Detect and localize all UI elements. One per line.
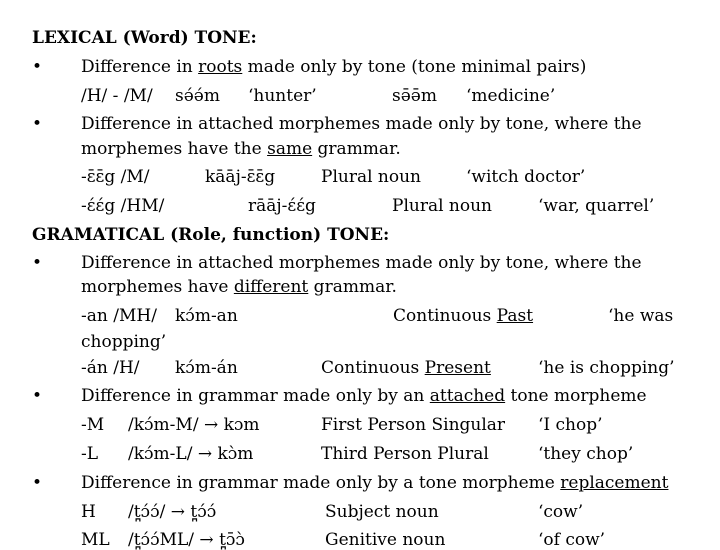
underlined-text: attached — [429, 386, 506, 406]
text: tone morpheme — [505, 386, 647, 406]
text: made only by tone (tone minimal pairs) — [242, 57, 587, 77]
example-form: rāāj-ɛ́ɛ́g — [248, 196, 316, 216]
grammatical-bullet-2 — [81, 386, 647, 406]
lexical-bullet-2-line-1: Difference in attached morphemes made only by tone, where the — [81, 114, 642, 134]
text: grammar. — [312, 139, 401, 159]
example-gloss: ‘he is chopping’ — [538, 358, 675, 378]
example-category — [321, 358, 491, 378]
underlined-text: replacement — [560, 473, 669, 493]
grammatical-bullet-1-line-2 — [81, 277, 397, 297]
example-gloss: ‘war, quarrel’ — [538, 196, 655, 216]
example-category: Plural noun — [321, 167, 422, 187]
example-gloss: ‘witch doctor’ — [466, 167, 586, 187]
text: Continuous — [321, 358, 425, 378]
text: grammar. — [308, 277, 397, 297]
example-category: Genitive noun — [325, 530, 446, 550]
bullet: • — [32, 57, 43, 77]
example-morpheme: ML — [81, 530, 110, 550]
text: Difference in grammar made only by a tone morpheme — [81, 473, 561, 493]
example-derivation: /kɔ́m-M/ → kɔm — [128, 415, 260, 435]
bullet: • — [32, 253, 43, 273]
example-suffix: -an /MH/ — [81, 306, 157, 326]
underlined-text: Past — [496, 306, 534, 326]
example-derivation: /t̪ɔ́ɔ́/ → t̪ɔ́ɔ́ — [128, 502, 217, 522]
example-gloss: ‘hunter’ — [248, 86, 317, 106]
example-form: kɔ́m-án — [175, 358, 238, 378]
grammatical-heading: GRAMATICAL (Role, function) TONE: — [32, 225, 390, 245]
grammatical-bullet-1-line-1: Difference in attached morphemes made only by tone, where the — [81, 253, 642, 273]
text: Difference in grammar made only by an — [81, 386, 430, 406]
underlined-text: Present — [424, 358, 491, 378]
example-suffix: -ɛ̄ɛ̄g /M/ — [81, 167, 150, 187]
example-derivation: /kɔ́m-L/ → kɔ̀m — [128, 444, 254, 464]
underlined-text: same — [267, 139, 313, 159]
example-derivation: /t̪ɔ́ɔ́ML/ → t̪ɔ̄ɔ̀ — [128, 530, 245, 550]
bullet: • — [32, 114, 43, 134]
example-gloss: ‘he was — [608, 306, 674, 326]
text: Difference in — [81, 57, 199, 77]
example-form: kāāj-ɛ̄ɛ̄g — [205, 167, 276, 187]
example-gloss: ‘of cow’ — [538, 530, 606, 550]
example-form: sə̄ə̄m — [392, 86, 437, 106]
example-gloss: ‘I chop’ — [538, 415, 603, 435]
example-gloss-continued: chopping’ — [81, 332, 167, 352]
example-suffix: -án /H/ — [81, 358, 140, 378]
example-category: Third Person Plural — [321, 444, 489, 464]
example-category: Plural noun — [392, 196, 493, 216]
example-morpheme: -L — [81, 444, 99, 464]
lexical-heading: LEXICAL (Word) TONE: — [32, 28, 257, 48]
example-suffix: -ɛ́ɛ́g /HM/ — [81, 196, 165, 216]
grammatical-bullet-3 — [81, 473, 668, 493]
example-category: First Person Singular — [321, 415, 506, 435]
text: morphemes have — [81, 277, 234, 297]
example-tone: /H/ - /M/ — [81, 86, 153, 106]
example-morpheme: H — [81, 502, 96, 522]
example-morpheme: -M — [81, 415, 105, 435]
underlined-text: different — [233, 277, 309, 297]
example-form: sə́ə́m — [175, 86, 220, 106]
example-category: Subject noun — [325, 502, 439, 522]
bullet: • — [32, 386, 43, 406]
lexical-bullet-2-line-2 — [81, 139, 401, 159]
lexical-bullet-1 — [81, 57, 586, 77]
example-gloss: ‘cow’ — [538, 502, 584, 522]
text: Continuous — [393, 306, 497, 326]
underlined-text: roots — [198, 57, 243, 77]
bullet: • — [32, 473, 43, 493]
example-form: kɔ́m-an — [175, 306, 238, 326]
text: morphemes have the — [81, 139, 268, 159]
example-category — [393, 306, 533, 326]
example-gloss: ‘medicine’ — [466, 86, 556, 106]
example-gloss: ‘they chop’ — [538, 444, 634, 464]
